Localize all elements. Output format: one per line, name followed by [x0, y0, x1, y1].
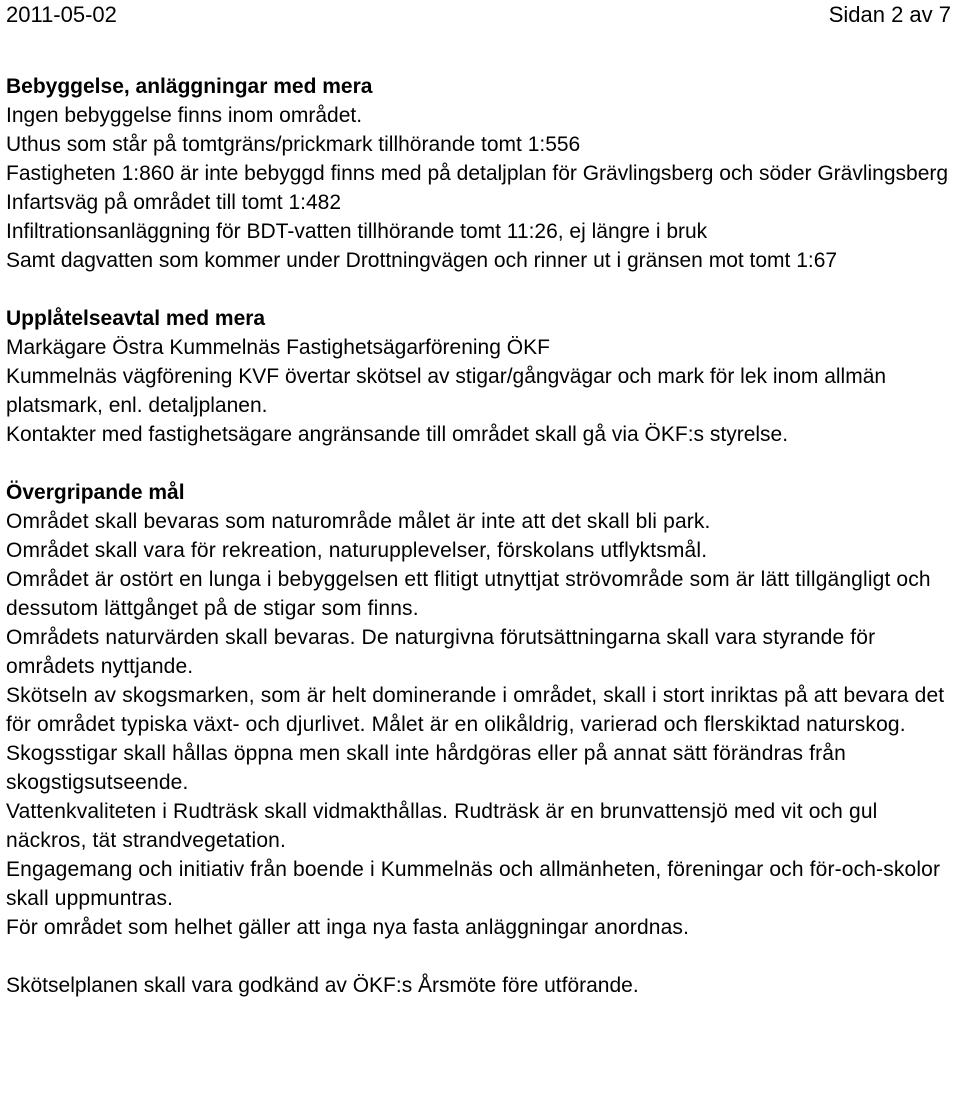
- section-overgripande-mal: [6, 478, 956, 942]
- paragraph: Ingen bebyggelse finns inom området.: [6, 104, 363, 127]
- paragraph: Uthus som står på tomtgräns/prickmark tillhörande tomt 1:556: [6, 133, 581, 156]
- document-body: [6, 72, 956, 1000]
- paragraph: Infartsväg på området till tomt 1:482: [6, 191, 342, 214]
- paragraph: Kummelnäs vägförening KVF övertar skötsel av stigar/gångvägar och mark för lek inom allmän platsmark, enl. detaljplanen.: [6, 365, 887, 417]
- paragraph: Området skall bevaras som naturområde målet är inte att det skall bli park.: [6, 510, 711, 533]
- paragraph: Områdets naturvärden skall bevaras. De naturgivna förutsättningarna skall vara styrande för områdets nyttjande.: [6, 626, 876, 678]
- paragraph: Infiltrationsanläggning för BDT-vatten tillhörande tomt 11:26, ej längre i bruk: [6, 220, 708, 243]
- paragraph: Fastigheten 1:860 är inte bebyggd finns med på detaljplan för Grävlingsberg och söder Grävlingsberg: [6, 162, 949, 185]
- page-header: [6, 0, 951, 30]
- section-heading: Bebyggelse, anläggningar med mera: [6, 75, 373, 98]
- section-bebyggelse: [6, 72, 956, 275]
- section-heading: Upplåtelseavtal med mera: [6, 307, 266, 330]
- paragraph: Kontakter med fastighetsägare angränsande till området skall gå via ÖKF:s styrelse.: [6, 423, 789, 446]
- paragraph: Samt dagvatten som kommer under Drottningvägen och rinner ut i gränsen mot tomt 1:67: [6, 249, 838, 272]
- paragraph: Markägare Östra Kummelnäs Fastighetsägarförening ÖKF: [6, 336, 550, 359]
- paragraph: Engagemang och initiativ från boende i Kummelnäs och allmänheten, föreningar och för-och-skolor skall uppmuntras.: [6, 858, 941, 910]
- closing-statement: Skötselplanen skall vara godkänd av ÖKF:s Årsmöte före utförande.: [6, 974, 639, 997]
- paragraph: Vattenkvaliteten i Rudträsk skall vidmakthållas. Rudträsk är en brunvattensjö med vit och gul näckros, tät strandvegetation.: [6, 800, 878, 852]
- section-upplatelseavtal: [6, 304, 956, 449]
- paragraph: Området är ostört en lunga i bebyggelsen ett flitigt utnyttjat strövområde som är lätt tillgängligt och dessutom lättgånget på de stigar som finns.: [6, 568, 931, 620]
- header-page-number: Sidan 2 av 7: [828, 2, 951, 27]
- section-closing: [6, 971, 956, 1000]
- section-heading: Övergripande mål: [6, 481, 185, 504]
- paragraph: Området skall vara för rekreation, naturupplevelser, förskolans utflyktsmål.: [6, 539, 708, 562]
- paragraph: Skötseln av skogsmarken, som är helt dominerande i området, skall i stort inriktas på att bevara det för området typiska växt- och djurlivet. Målet är en olikåldrig, varierad och flerskiktad naturskog.: [6, 684, 945, 736]
- paragraph: För området som helhet gäller att inga nya fasta anläggningar anordnas.: [6, 916, 690, 939]
- header-date: 2011-05-02: [6, 2, 117, 27]
- paragraph: Skogsstigar skall hållas öppna men skall inte hårdgöras eller på annat sätt förändras från skogstigsutseende.: [6, 742, 846, 794]
